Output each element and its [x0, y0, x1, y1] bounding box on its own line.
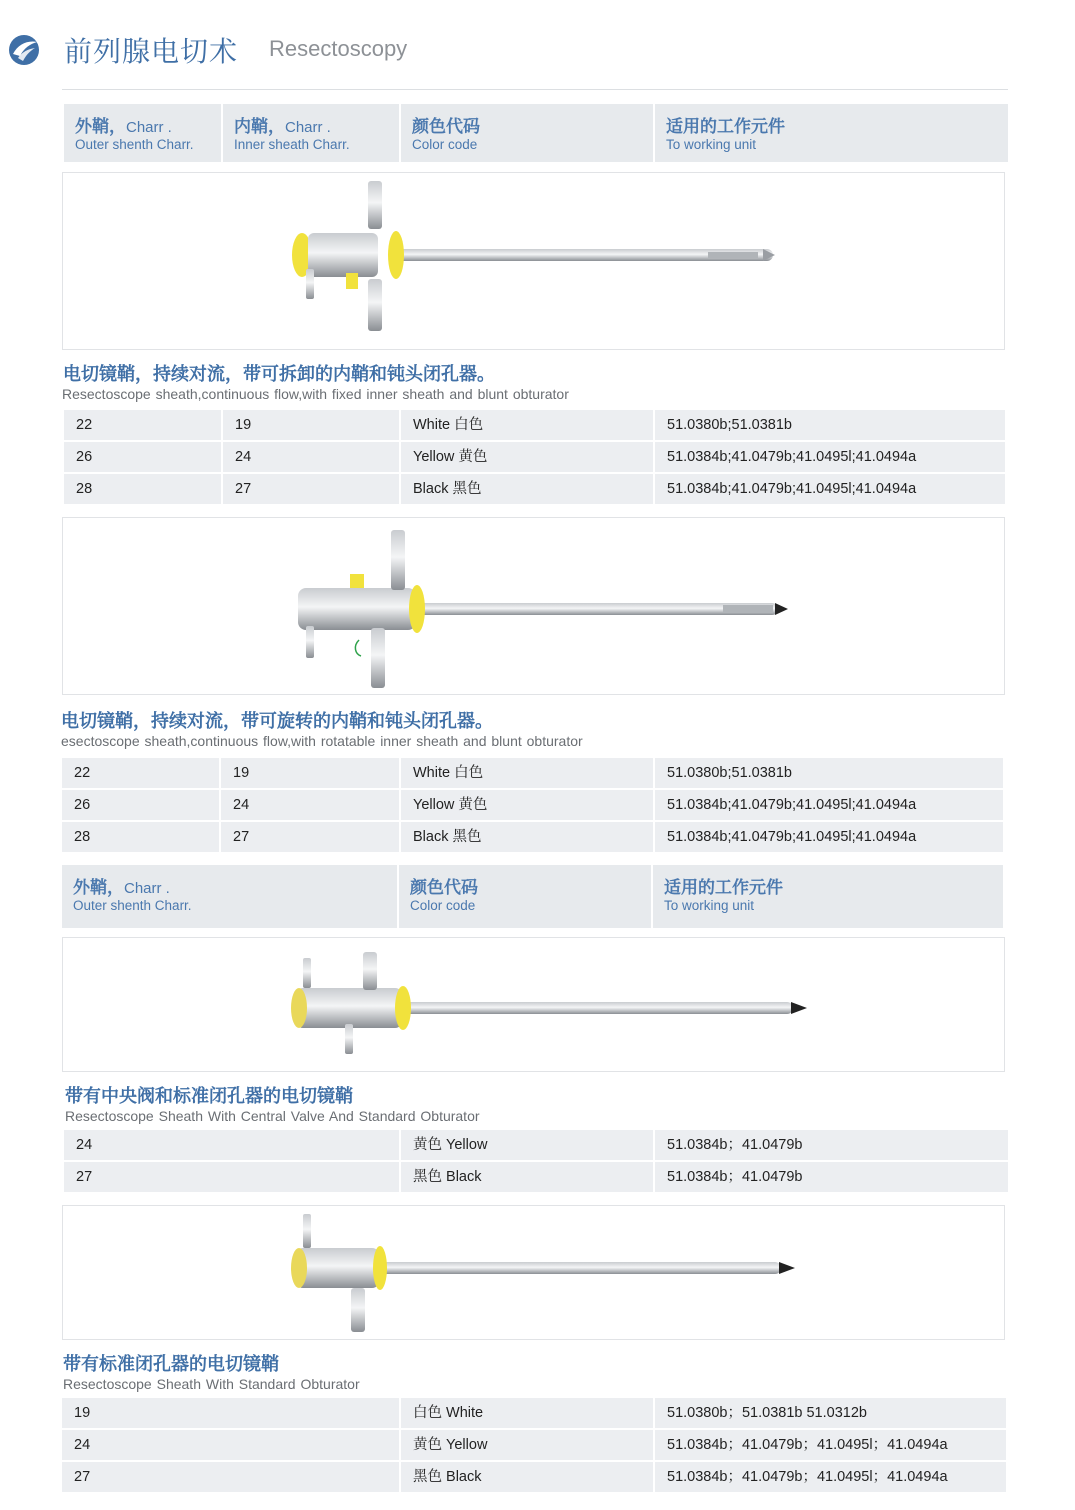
resectoscope-sheath-illustration — [63, 173, 1006, 351]
header-inner-sheath: 内鞘，Charr . Inner sheath Charr. — [223, 104, 401, 162]
bird-logo-icon — [8, 34, 40, 66]
cell-unit: 51.0384b;41.0479b;41.0495l;41.0494a — [667, 449, 917, 465]
cell-outer: 28 — [62, 822, 221, 852]
table-row — [62, 1462, 1006, 1492]
table-row — [62, 790, 1003, 820]
cell-inner: 27 — [221, 822, 401, 852]
header-working-unit: 适用的工作元件 To working unit — [664, 878, 783, 913]
cell-inner: 24 — [223, 442, 401, 472]
section-2-table — [62, 758, 1003, 852]
cell-outer: 24 — [62, 1430, 401, 1460]
table-row — [64, 410, 1005, 440]
header-working-unit: 适用的工作元件 To working unit — [666, 117, 785, 152]
cell-outer: 26 — [62, 790, 221, 820]
standard-obturator-sheath-illustration — [63, 1206, 1006, 1341]
cell-outer: 27 — [64, 1162, 401, 1192]
cell-color: Yellow 黄色 — [401, 442, 655, 472]
page-subtitle: Resectoscopy — [269, 36, 408, 61]
cell-inner: 27 — [223, 474, 401, 504]
cell-unit: 51.0384b；41.0479b；41.0495l；41.0494a — [667, 1437, 948, 1453]
section-2-caption-en: esectoscope sheath,continuous flow,with rotatable inner sheath and blunt obturator — [61, 733, 583, 749]
cell-outer: 22 — [62, 758, 221, 788]
table-row — [64, 442, 1005, 472]
cell-unit: 51.0380b;51.0381b — [667, 417, 792, 433]
cell-unit: 51.0380b;51.0381b — [667, 765, 792, 781]
cell-color: 黄色 Yellow — [401, 1130, 655, 1160]
section-3-caption-en: Resectoscope Sheath With Central Valve And Standard Obturator — [65, 1108, 480, 1124]
section-4-caption-en: Resectoscope Sheath With Standard Obturator — [63, 1376, 360, 1392]
table-row — [64, 474, 1005, 504]
page-title: 前列腺电切术 — [64, 35, 239, 68]
section-1-table — [64, 410, 1005, 504]
table-row — [62, 1398, 1006, 1428]
header-color-code: 颜色代码 Color code — [401, 104, 655, 162]
cell-inner: 19 — [221, 758, 401, 788]
section-3-table — [64, 1130, 1008, 1192]
cell-inner: 24 — [221, 790, 401, 820]
table-row — [62, 822, 1003, 852]
cell-outer: 27 — [62, 1462, 401, 1492]
table-row — [64, 1162, 1008, 1192]
title-divider — [62, 89, 1008, 90]
central-valve-sheath-illustration — [63, 938, 1006, 1073]
header-color-code: 颜色代码 Color code — [399, 865, 653, 928]
table-row — [62, 758, 1003, 788]
cell-color: 黑色 Black — [401, 1162, 655, 1192]
page-header — [0, 22, 1075, 78]
cell-color: Yellow 黄色 — [401, 790, 655, 820]
cell-outer: 26 — [64, 442, 223, 472]
cell-color: 白色 White — [401, 1398, 655, 1428]
cell-unit: 51.0384b；41.0479b — [667, 1137, 803, 1153]
table-row — [64, 1130, 1008, 1160]
table-header-4col — [64, 104, 1008, 162]
cell-outer: 28 — [64, 474, 223, 504]
section-3-caption-cn: 带有中央阀和标准闭孔器的电切镜鞘 — [65, 1086, 353, 1107]
cell-unit: 51.0384b;41.0479b;41.0495l;41.0494a — [667, 829, 917, 845]
section-4-table — [62, 1398, 1006, 1492]
product-image-1 — [62, 172, 1005, 350]
cell-color: Black 黑色 — [401, 822, 655, 852]
cell-unit: 51.0384b;41.0479b;41.0495l;41.0494a — [667, 481, 917, 497]
cell-color: 黑色 Black — [401, 1462, 655, 1492]
section-1-caption-cn: 电切镜鞘，持续对流，带可拆卸的内鞘和钝头闭孔器。 — [63, 364, 495, 385]
header-outer-sheath: 外鞘，Charr . Outer shenth Charr. — [64, 104, 223, 162]
cell-color: Black 黑色 — [401, 474, 655, 504]
cell-outer: 24 — [64, 1130, 401, 1160]
cell-unit: 51.0384b；41.0479b — [667, 1169, 803, 1185]
cell-color: White 白色 — [401, 758, 655, 788]
header-outer-sheath: 外鞘，Charr . Outer shenth Charr. — [62, 865, 399, 928]
rotatable-resectoscope-sheath-illustration — [63, 518, 1006, 696]
section-2-caption-cn: 电切镜鞘，持续对流，带可旋转的内鞘和钝头闭孔器。 — [61, 711, 493, 732]
product-image-4 — [62, 1205, 1005, 1340]
cell-outer: 19 — [62, 1398, 401, 1428]
cell-color: White 白色 — [401, 410, 655, 440]
table-header-3col — [62, 865, 1003, 928]
cell-unit: 51.0384b；41.0479b；41.0495l；41.0494a — [667, 1469, 948, 1485]
cell-unit: 51.0380b；51.0381b 51.0312b — [667, 1405, 867, 1421]
section-1-caption-en: Resectoscope sheath,continuous flow,with fixed inner sheath and blunt obturator — [62, 386, 569, 402]
cell-unit: 51.0384b;41.0479b;41.0495l;41.0494a — [667, 797, 917, 813]
cell-inner: 19 — [223, 410, 401, 440]
product-image-3 — [62, 937, 1005, 1072]
cell-color: 黄色 Yellow — [401, 1430, 655, 1460]
cell-outer: 22 — [64, 410, 223, 440]
table-row — [62, 1430, 1006, 1460]
product-image-2 — [62, 517, 1005, 695]
section-4-caption-cn: 带有标准闭孔器的电切镜鞘 — [63, 1354, 279, 1375]
